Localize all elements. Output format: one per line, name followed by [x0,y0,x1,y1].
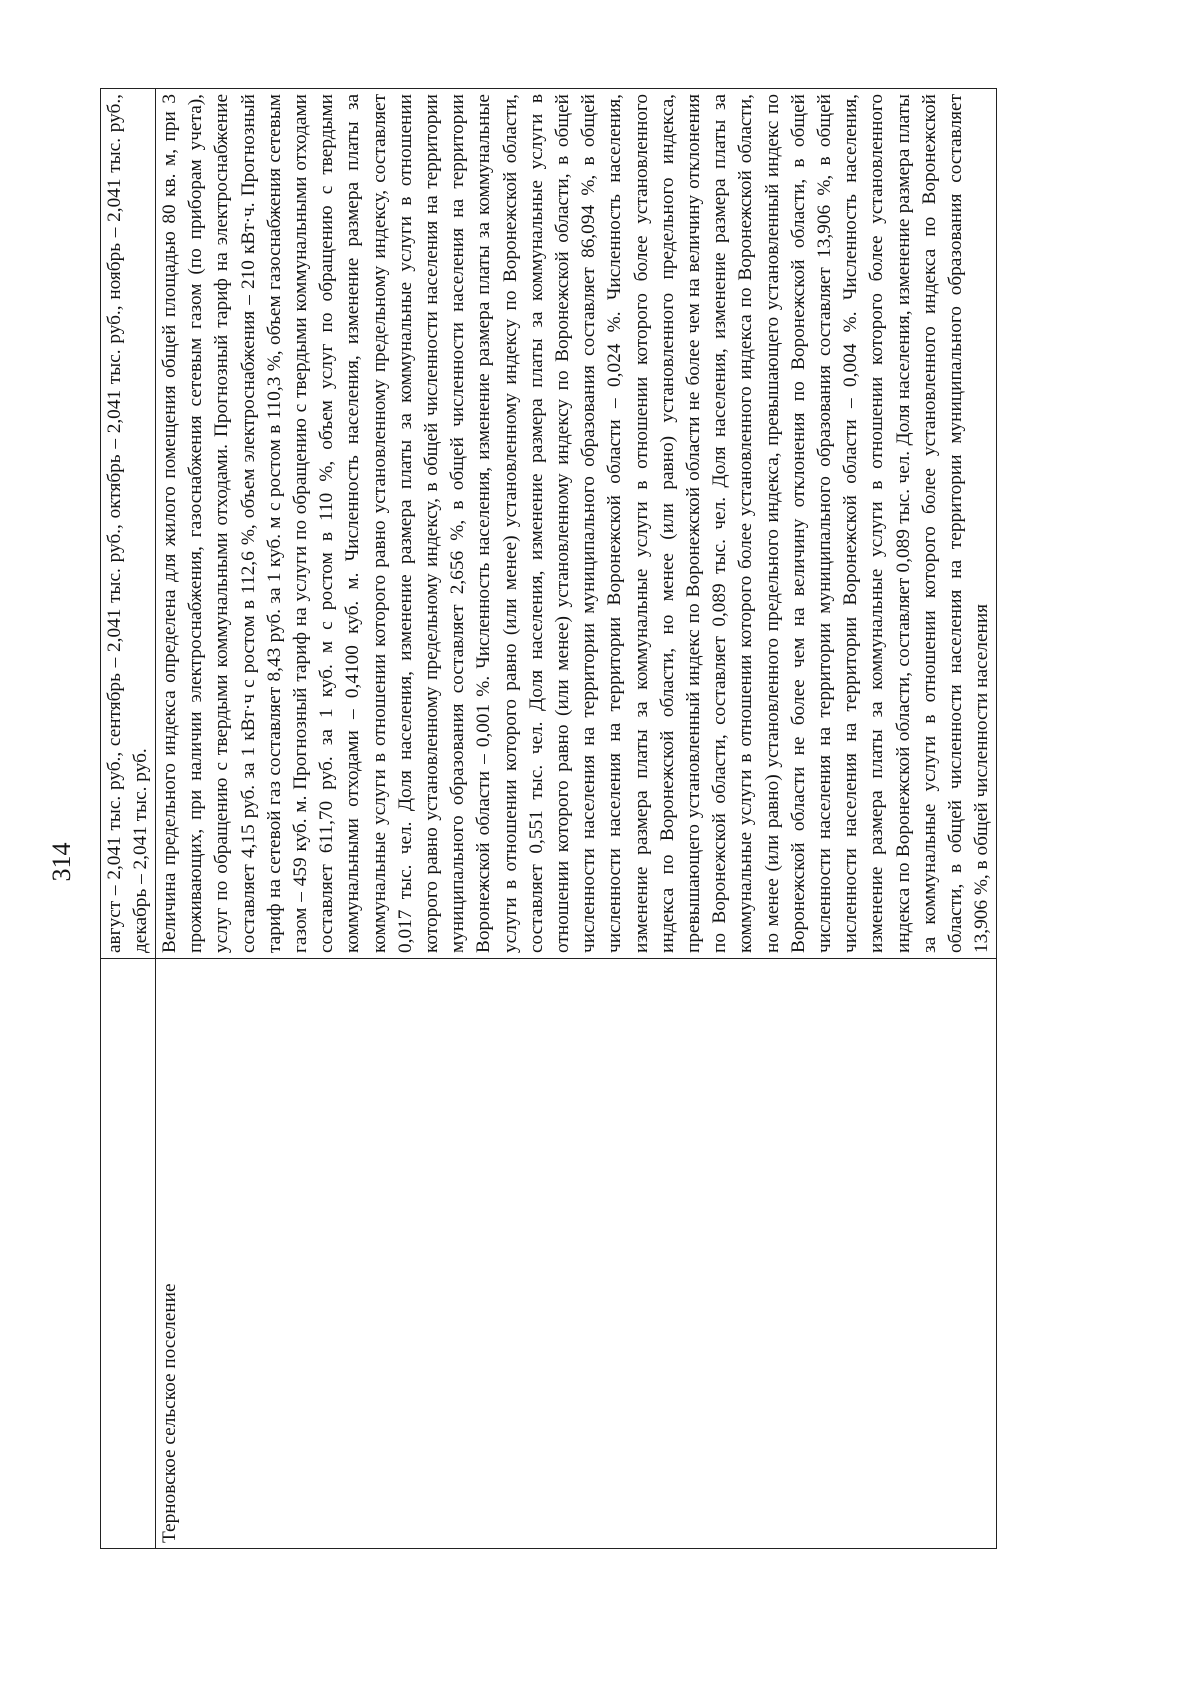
settlement-name-cell [101,959,156,1549]
description-cell: август – 2,041 тыс. руб., сентябрь – 2,041 тыс. руб., октябрь – 2,041 тыс. руб., ноябрь – 2,041 тыс. руб., декабрь – 2,041 тыс. руб. [101,89,156,959]
rotated-content [100,89,1074,1549]
settlement-name-cell: Терновское сельское поселение [156,959,997,1549]
page-number: 314 [47,842,76,882]
data-table [100,88,997,1549]
table-row [156,89,997,1549]
description-cell: Величина предельного индекса определена для жилого помещения общей площадью 80 кв. м, при 3 проживающих, при наличии электроснабжения, газоснабжения сетевым газом (по приборам учета), услуг по обращению с твердыми коммунальными отходами. Прогнозный тариф на электроснабжение составляет 4,15 руб. за 1 кВт·ч с ростом в 112,6 %, объем электроснабжения – 210 кВт·ч. Прогнозный тариф на сетевой газ составляет 8,43 руб. за 1 куб. м с ростом в 110,3 %, объем газоснабжения сетевым газом – 459 куб. м. Прогнозный тариф на услуги по обращению с твердыми коммунальными отходами составляет 611,70 руб. за 1 куб. м с ростом в 110 %, объем услуг по обращению с твердыми коммунальными отходами – 0,4100 куб. м. Численность населения, изменение размера платы за коммунальные услуги в отношении которого равно установленному предельному индексу, составляет 0,017 тыс. чел. Доля населения, изменение размера платы за коммунальные услуги в отношении которого равно установленному предельному индексу, в общей численности населения на территории муниципального образования составляет 2,656 %, в общей численности населения на территории Воронежской области – 0,001 %. Численность населения, изменение размера платы за коммунальные услуги в отношении которого равно (или менее) установленному индексу по Воронежской области, составляет 0,551 тыс. чел. Доля населения, изменение размера платы за коммунальные услуги в отношении которого равно (или менее) установленному индексу по Воронежской области, в общей численности населения на территории муниципального образования составляет 86,094 %, в общей численности населения на территории Воронежской области – 0,024 %. Численность населения, изменение размера платы за коммунальные услуги в отношении которого более установленного индекса по Воронежской области, но менее (или равно) установленного предельного индекса, превышающего установленный индекс по Воронежской области не более чем на величину отклонения по Воронежской области, составляет 0,089 тыс. чел. Доля населения, изменение размера платы за коммунальные услуги в отношении которого более установленного индекса по Воронежской области, но менее (или равно) установленного предельного индекса, превышающего установленный индекс по Воронежской области не более чем на величину отклонения по Воронежской области, в общей численности населения на территории муниципального образования составляет 13,906 %, в общей численности населения на территории Воронежской области – 0,004 %. Численность населения, изменение размера платы за коммунальные услуги в отношении которого более установленного индекса по Воронежской области, составляет 0,089 тыс. чел. Доля населения, изменение размера платы за коммунальные услуги в отношении которого более установленного индекса по Воронежской области, в общей численности населения на территории муниципального образования составляет 13,906 %, в общей численности населения [156,89,997,959]
table-row [101,89,156,1549]
